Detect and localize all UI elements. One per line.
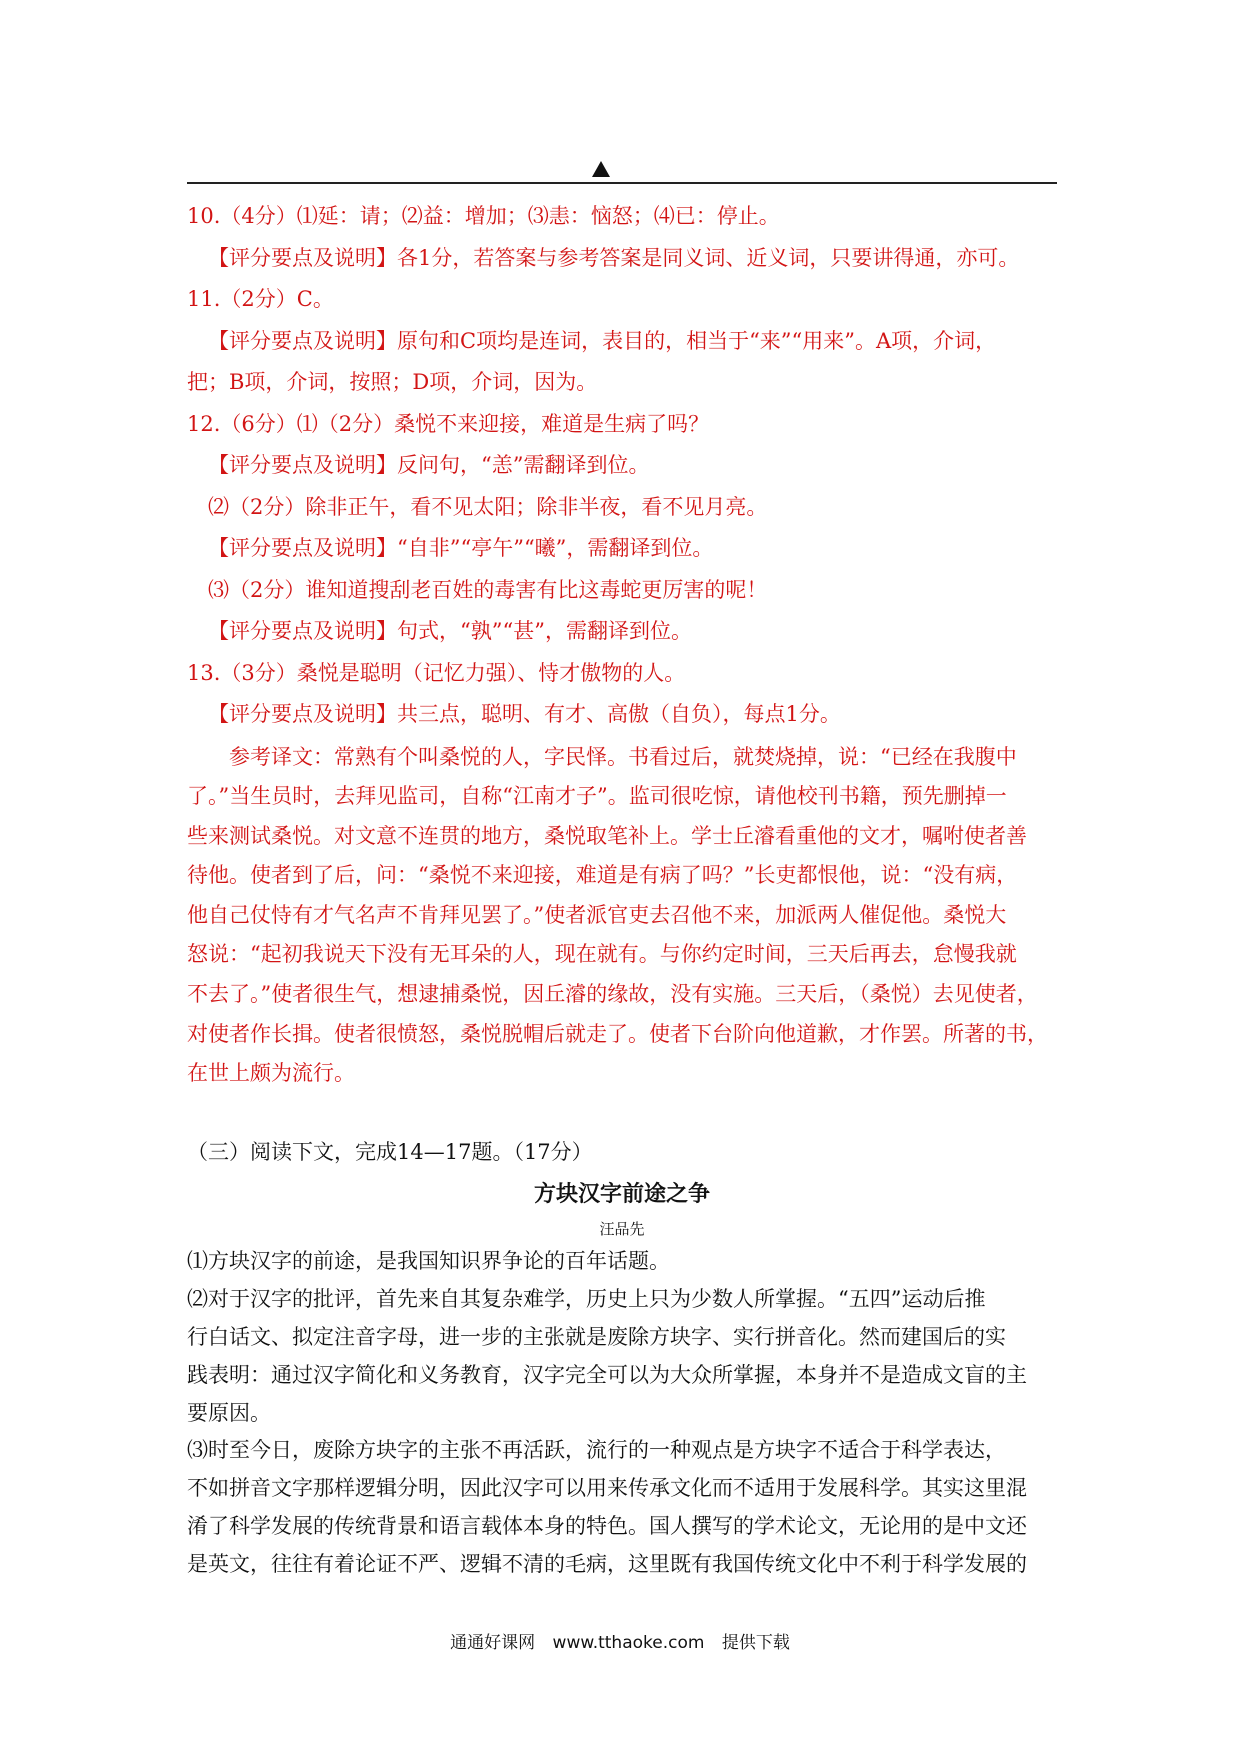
paragraph-line: 要原因。 bbox=[187, 1400, 271, 1425]
article-title: 方块汉字前途之争 bbox=[533, 1181, 710, 1208]
answer-q12-3: ⑶（2分）谁知道搜刮老百姓的毒害有比这毒蛇更厉害的呢！ bbox=[208, 577, 768, 602]
translation-line: 参考译文：常熟有个叫桑悦的人，字民怿。书看过后，就焚烧掉，说：“已经在我腹中 bbox=[229, 744, 1017, 769]
answer-q12-1: 12.（6分）⑴（2分）桑悦不来迎接，难道是生病了吗？ bbox=[187, 411, 710, 436]
answer-q11-note-2: 把；B项，介词，按照；D项，介词，因为。 bbox=[187, 370, 598, 394]
reading-section bbox=[187, 1132, 1057, 1584]
paragraph-line: ⑵对于汉字的批评，首先来自其复杂难学，历史上只为少数人所掌握。“五四”运动后推 bbox=[187, 1287, 986, 1312]
paragraph-line: 不如拼音文字那样逻辑分明，因此汉字可以用来传承文化而不适用于发展科学。其实这里混 bbox=[187, 1476, 1027, 1501]
translation-line: 他自己仗恃有才气名声不肯拜见罢了。”使者派官吏去召他不来，加派两人催促他。桑悦大 bbox=[187, 902, 1007, 927]
answer-q13-note: 【评分要点及说明】共三点，聪明、有才、高傲（自负），每点1分。 bbox=[208, 702, 841, 726]
footer-url[interactable]: www.tthaoke.com bbox=[552, 1633, 705, 1653]
answer-q12-3-note: 【评分要点及说明】句式，“孰”“甚”，需翻译到位。 bbox=[208, 619, 692, 643]
paragraph-line: 行白话文、拟定注音字母，进一步的主张就是废除方块字、实行拼音化。然而建国后的实 bbox=[187, 1324, 1006, 1349]
answer-content bbox=[187, 196, 1057, 1584]
header-rule bbox=[187, 182, 1057, 184]
translation-line: 对使者作长揖。使者很愤怒，桑悦脱帽后就走了。使者下台阶向他道歉，才作罢。所著的书， bbox=[187, 1021, 1048, 1046]
paragraph-line: 淆了科学发展的传统背景和语言载体本身的特色。国人撰写的学术论文，无论用的是中文还 bbox=[187, 1513, 1027, 1538]
answer-q13: 13.（3分）桑悦是聪明（记忆力强）、恃才傲物的人。 bbox=[187, 660, 686, 685]
page-footer bbox=[0, 1628, 1240, 1653]
answer-q12-1-note: 【评分要点及说明】反问句，“恙”需翻译到位。 bbox=[208, 453, 650, 477]
translation-line: 怒说：“起初我说天下没有无耳朵的人，现在就有。与你约定时间，三天后再去，怠慢我就 bbox=[187, 942, 1017, 967]
section-heading: （三）阅读下文，完成14—17题。（17分） bbox=[187, 1139, 593, 1164]
paragraph-line: ⑴方块汉字的前途，是我国知识界争论的百年话题。 bbox=[187, 1249, 670, 1274]
footer-site-name: 通通好课网 bbox=[450, 1633, 536, 1653]
answer-q11: 11.（2分）C。 bbox=[187, 287, 334, 311]
translation-line: 待他。使者到了后，问：“桑悦不来迎接，难道是有病了吗？”长吏都恨他，说：“没有病， bbox=[187, 863, 1018, 888]
reference-translation bbox=[187, 738, 1057, 1094]
translation-line: 不去了。”使者很生气，想逮捕桑悦，因丘濬的缘故，没有实施。三天后，（桑悦）去见使者， bbox=[187, 982, 1038, 1007]
translation-line: 些来测试桑悦。对文意不连贯的地方，桑悦取笔补上。学士丘濬看重他的文才，嘱咐使者善 bbox=[187, 823, 1027, 848]
translation-line: 在世上颇为流行。 bbox=[187, 1061, 355, 1086]
translation-line: 了。”当生员时，去拜见监司，自称“江南才子”。监司很吃惊，请他校刊书籍，预先删掉一 bbox=[187, 784, 1007, 809]
paragraph-line: 是英文，往往有着论证不严、逻辑不清的毛病，这里既有我国传统文化中不利于科学发展的 bbox=[187, 1551, 1027, 1576]
answer-q12-2-note: 【评分要点及说明】“自非”“亭午”“曦”，需翻译到位。 bbox=[208, 536, 714, 560]
paragraph-line: 践表明：通过汉字简化和义务教育，汉字完全可以为大众所掌握，本身并不是造成文盲的主 bbox=[187, 1362, 1027, 1387]
paragraph-line: ⑶时至今日，废除方块字的主张不再活跃，流行的一种观点是方块字不适合于科学表达， bbox=[187, 1438, 1006, 1463]
footer-note: 提供下载 bbox=[721, 1633, 790, 1653]
answer-q10: 10.（4分）⑴延：请；⑵益：增加；⑶恚：恼怒；⑷已：停止。 bbox=[187, 204, 780, 228]
triangle-mark-icon bbox=[591, 160, 611, 178]
article-author: 汪品先 bbox=[599, 1220, 645, 1239]
answer-q10-note: 【评分要点及说明】各1分，若答案与参考答案是同义词、近义词，只要讲得通，亦可。 bbox=[208, 245, 1020, 270]
answer-q11-note-1: 【评分要点及说明】原句和C项均是连词，表目的，相当于“来”“用来”。A项，介词， bbox=[208, 328, 997, 353]
answer-q12-2: ⑵（2分）除非正午，看不见太阳；除非半夜，看不见月亮。 bbox=[208, 494, 768, 519]
